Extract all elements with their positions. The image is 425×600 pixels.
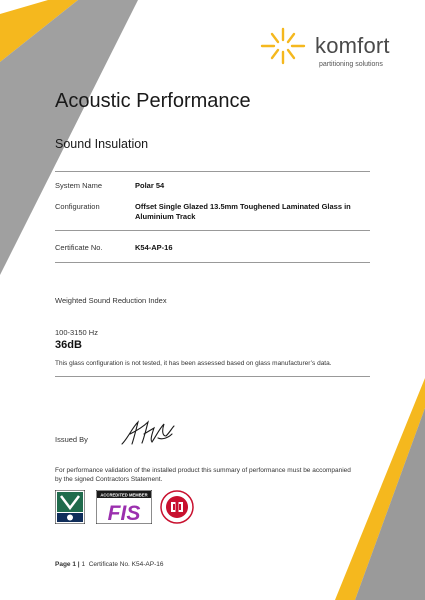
frequency-range: 100-3150 Hz	[55, 328, 98, 337]
fis-logo-text: FIS	[107, 502, 141, 524]
system-name-value: Polar 54	[135, 181, 165, 190]
brand-tagline: partitioning solutions	[319, 61, 383, 68]
fis-header-text: ACCREDITED MEMBER	[100, 492, 148, 498]
construction-seal-badge	[160, 490, 194, 524]
divider	[55, 171, 370, 172]
brand-name: komfort	[315, 33, 390, 58]
divider	[55, 376, 370, 377]
configuration-value: Offset Single Glazed 13.5mm Toughened Laminated Glass in Aluminium Track	[135, 202, 351, 221]
fis-accredited-member-badge	[96, 490, 152, 524]
divider	[55, 230, 370, 231]
assessment-note: This glass configuration is not tested, it has been assessed based on glass manufacturer’s data.	[55, 360, 332, 367]
certificate-label: Certificate No.	[55, 243, 103, 252]
page-title: Acoustic Performance	[55, 90, 251, 112]
rating-value: 36dB	[55, 339, 82, 351]
divider	[55, 262, 370, 263]
system-name-label: System Name	[55, 181, 103, 190]
page-separator: |	[77, 561, 80, 568]
index-label: Weighted Sound Reduction Index	[55, 296, 167, 305]
configuration-label: Configuration	[55, 202, 100, 211]
footer-certificate: Certificate No. K54-AP-16	[88, 561, 164, 568]
quality-certification-badge	[55, 490, 85, 524]
issued-by-label: Issued By	[55, 435, 88, 444]
page-total: 1	[81, 561, 86, 568]
signature	[118, 416, 178, 448]
page-footer	[55, 561, 163, 568]
certificate-value: K54-AP-16	[135, 243, 173, 252]
page-number: 1	[72, 561, 76, 568]
page-subtitle: Sound Insulation	[55, 137, 149, 151]
page-label: Page	[55, 561, 71, 568]
komfort-logo-icon	[258, 26, 308, 66]
validation-note: For performance validation of the installed product this summary of performance must be accompanied by the signed Contractors Statement.	[55, 467, 351, 483]
